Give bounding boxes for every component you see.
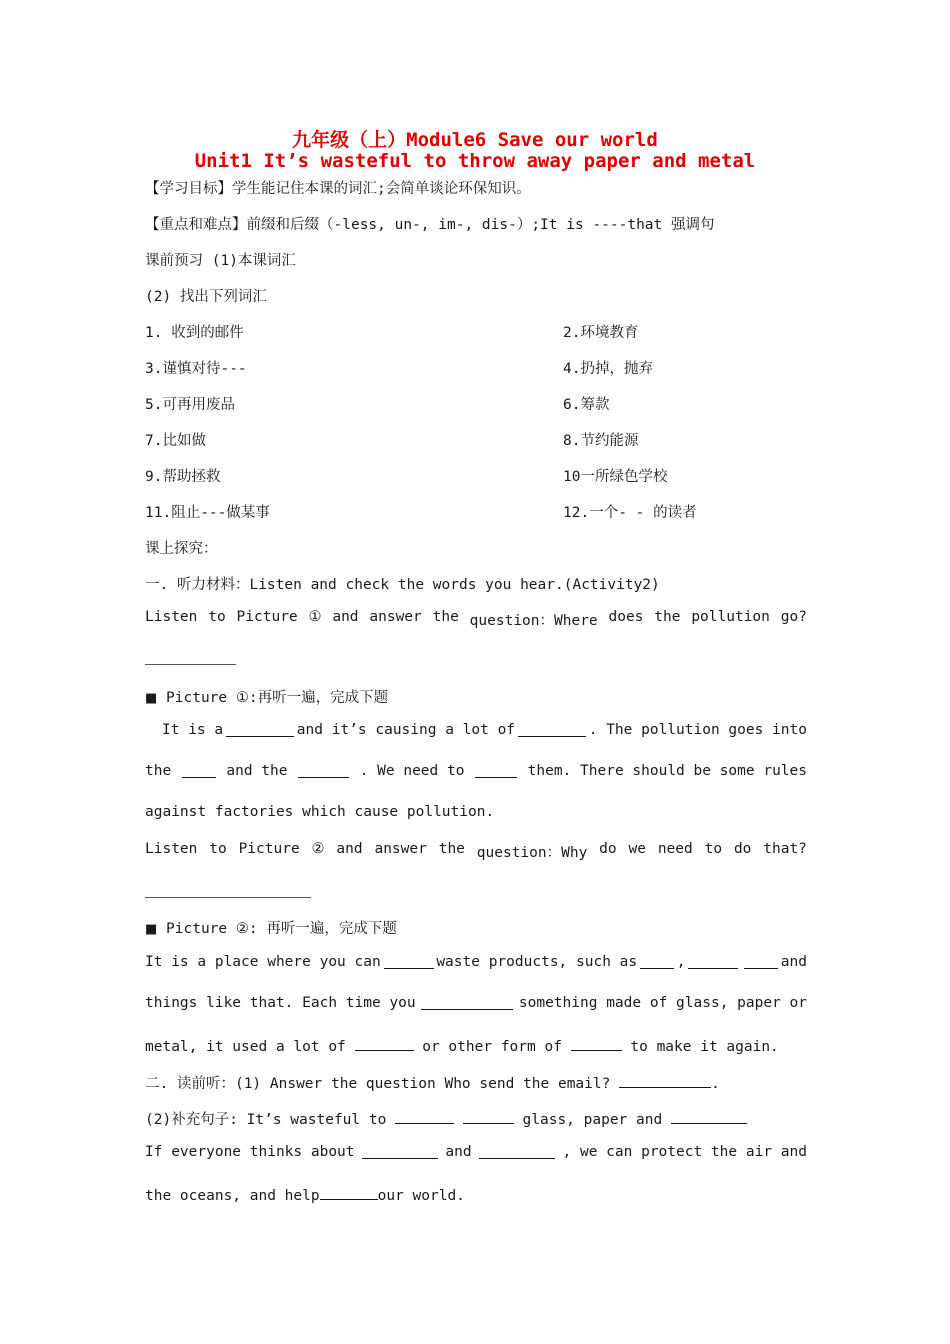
- preview-heading: 课前预习 (1)本课词汇: [145, 253, 296, 269]
- vocab-item: 7.比如做: [145, 433, 206, 449]
- section2-question: 二. 读前听：(1) Answer the question Who send the email? .: [145, 1072, 807, 1093]
- picture-1-line-1: It is a and it’s causing a lot of . The pollution goes into: [162, 722, 807, 738]
- section2-last-line: the oceans, and help our world.: [145, 1185, 807, 1204]
- square-bullet-icon: ■: [145, 922, 158, 937]
- blank-field[interactable]: [362, 1144, 438, 1159]
- blank-field[interactable]: [395, 1109, 454, 1124]
- key-points: 【重点和难点】前缀和后缀（-less, un-, im-, dis-）;It is ----that 强调句: [145, 217, 715, 233]
- blank-field[interactable]: [571, 1036, 622, 1051]
- learning-objectives: 【学习目标】学生能记住本课的词汇;会简单谈论环保知识。: [145, 181, 531, 197]
- blank-field[interactable]: [475, 763, 517, 778]
- vocab-item: 4.扔掉，抛弃: [563, 361, 653, 377]
- picture-1-heading: ■ Picture ①:再听一遍，完成下题: [145, 690, 389, 706]
- square-bullet-icon: ■: [145, 691, 158, 706]
- vocab-item: 9.帮助拯救: [145, 469, 221, 485]
- vocab-item: 10一所绿色学校: [563, 469, 668, 485]
- blank-field[interactable]: [744, 954, 778, 969]
- section2-if-line: If everyone thinks about and , we can protect the air and: [145, 1144, 807, 1160]
- blank-field[interactable]: [320, 1185, 378, 1200]
- answer-line-1[interactable]: [145, 664, 236, 665]
- picture-1-line-2: the and the . We need to them. There should be some rules: [145, 763, 807, 779]
- vocab-item: 2.环境教育: [563, 325, 639, 341]
- vocab-item: 11.阻止---做某事: [145, 505, 270, 521]
- preview-subheading: (2) 找出下列词汇: [145, 289, 267, 305]
- blank-field[interactable]: [671, 1109, 747, 1124]
- title-unit: Unit1 It’s wasteful to throw away paper and metal: [194, 150, 756, 172]
- blank-field[interactable]: [421, 995, 513, 1010]
- blank-field[interactable]: [355, 1036, 414, 1051]
- vocab-item: 3.谨慎对待---: [145, 361, 247, 377]
- blank-field[interactable]: [182, 763, 216, 778]
- blank-field[interactable]: [688, 954, 738, 969]
- title-module: 九年级（上）Module6 Save our world: [292, 129, 658, 151]
- blank-field[interactable]: [384, 954, 434, 969]
- blank-field[interactable]: [518, 722, 586, 737]
- blank-field[interactable]: [619, 1073, 711, 1088]
- vocab-item: 5.可再用废品: [145, 397, 235, 413]
- vocab-item: 12.一个- - 的读者: [563, 505, 697, 521]
- vocab-item: 6.筹款: [563, 397, 610, 413]
- answer-line-2[interactable]: [145, 897, 311, 898]
- section1-heading: 一. 听力材料：Listen and check the words you hear.(Activity2): [145, 577, 660, 593]
- picture-1-line-3: against factories which cause pollution.: [145, 804, 495, 820]
- blank-field[interactable]: [298, 763, 349, 778]
- question-picture-2: Listen to Picture ② and answer the question：Why do we need to do that?: [145, 841, 807, 861]
- blank-field[interactable]: [479, 1144, 555, 1159]
- class-explore-heading: 课上探究：: [145, 541, 218, 557]
- picture-2-line-2: things like that. Each time you something made of glass, paper or: [145, 995, 807, 1011]
- blank-field[interactable]: [640, 954, 674, 969]
- vocab-item: 8.节约能源: [563, 433, 639, 449]
- vocab-item: 1. 收到的邮件: [145, 325, 244, 341]
- blank-field[interactable]: [226, 722, 294, 737]
- question-picture-1: Listen to Picture ① and answer the question：Where does the pollution go?: [145, 609, 807, 629]
- blank-field[interactable]: [463, 1109, 514, 1124]
- picture-2-heading: ■ Picture ②: 再听一遍，完成下题: [145, 921, 397, 937]
- section2-fill-sentence: (2)补充句子: It’s wasteful to glass, paper and: [145, 1108, 807, 1129]
- picture-2-line-3: metal, it used a lot of or other form of to make it again.: [145, 1036, 807, 1055]
- picture-2-line-1: It is a place where you can waste products, such as , and: [145, 954, 807, 970]
